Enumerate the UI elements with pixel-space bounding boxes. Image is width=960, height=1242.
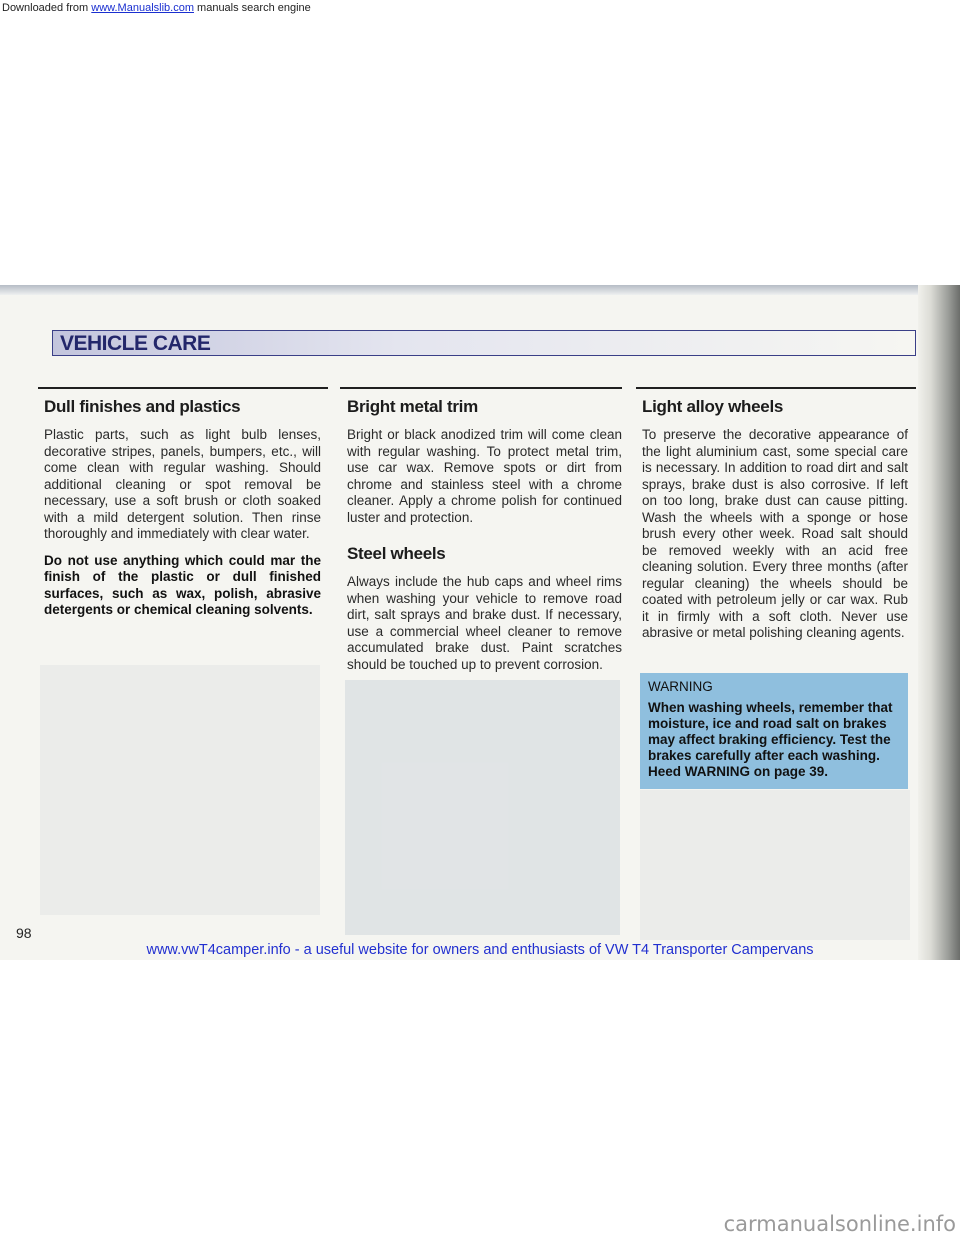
- column-rule-2: [340, 387, 622, 389]
- note-dull-finishes: Do not use anything which could mar the finish of the plastic or dull finished surfaces, such as wax, polish, abrasive detergents or chemical cleaning solvents.: [44, 552, 321, 617]
- column-alloy-wheels: [642, 397, 908, 642]
- text-alloy-wheels: To preserve the decorative appearance of the light aluminium cast, some special care is necessary. In addition to road dirt and salt sprays, brake dust is also corrosive. If left on too long, brake dust can cause pitting. Wash the wheels with a sponge or hose brush every other week. Road salt should be removed weekly with an acid free cleaning solution. Every three months (after regular cleaning) the wheels should be coated with petroleum jelly or car wax. Rub it in firmly with a soft cloth. Never use abrasive or metal polishing cleaning agents.: [642, 427, 908, 640]
- vwt4camper-link[interactable]: www.vwT4camper.info - a useful website for owners and enthusiasts of VW T4 Transporter Campervans: [146, 942, 814, 958]
- warning-box: [640, 673, 908, 789]
- heading-alloy-wheels: Light alloy wheels: [642, 397, 784, 416]
- warning-text: When washing wheels, remember that moisture, ice and road salt on brakes may affect braking efficiency. Test the brakes carefully after each washing. Heed WARNING on page 39.: [648, 700, 893, 779]
- bleed-through-shade-2: [345, 680, 620, 935]
- watermark: carmanualsonline.info: [723, 1212, 956, 1236]
- banner-prefix: Downloaded from: [2, 2, 92, 14]
- section-title: VEHICLE CARE: [60, 332, 211, 355]
- text-dull-finishes: Plastic parts, such as light bulb lenses, decorative stripes, panels, bumpers, etc., will come clean with regular washing. Should additional cleaning or spot removal be necessary, use a soft brush or cloth soaked with a mild detergent solution. Then rinse thoroughly and immediately with clear water.: [44, 427, 321, 541]
- heading-steel-wheels: Steel wheels: [347, 544, 446, 563]
- download-banner: [2, 2, 311, 14]
- bleed-through-shade: [40, 665, 320, 915]
- page-number: 98: [16, 925, 32, 941]
- warning-title: WARNING: [648, 679, 713, 694]
- page-edge-shadow: [918, 285, 960, 960]
- heading-bright-metal: Bright metal trim: [347, 397, 478, 416]
- column-rule-3: [636, 387, 916, 389]
- text-steel-wheels: Always include the hub caps and wheel rims when washing your vehicle to remove road dirt, salt sprays and brake dust. If necessary, use a commercial wheel cleaner to remove accumulated brake dust. Paint scratches should be touched up to prevent corrosion.: [347, 574, 622, 672]
- heading-dull-finishes: Dull finishes and plastics: [44, 397, 241, 416]
- column-bright-metal: [347, 397, 622, 673]
- column-rule-1: [38, 387, 328, 389]
- banner-suffix: manuals search engine: [193, 2, 311, 14]
- text-bright-metal: Bright or black anodized trim will come clean with regular washing. To protect metal trim, use car wax. Remove spots or dirt from chrome and stainless steel with a chrome cleaner. Apply a chrome polish for continued luster and protection.: [347, 427, 622, 525]
- column-dull-finishes: [44, 397, 321, 619]
- page-top-strip: [0, 285, 960, 295]
- manualslib-link[interactable]: www.Manualslib.com: [91, 2, 194, 14]
- manual-page: [0, 285, 960, 960]
- bleed-through-shade-3: [640, 790, 910, 940]
- section-header-bar: [52, 330, 916, 356]
